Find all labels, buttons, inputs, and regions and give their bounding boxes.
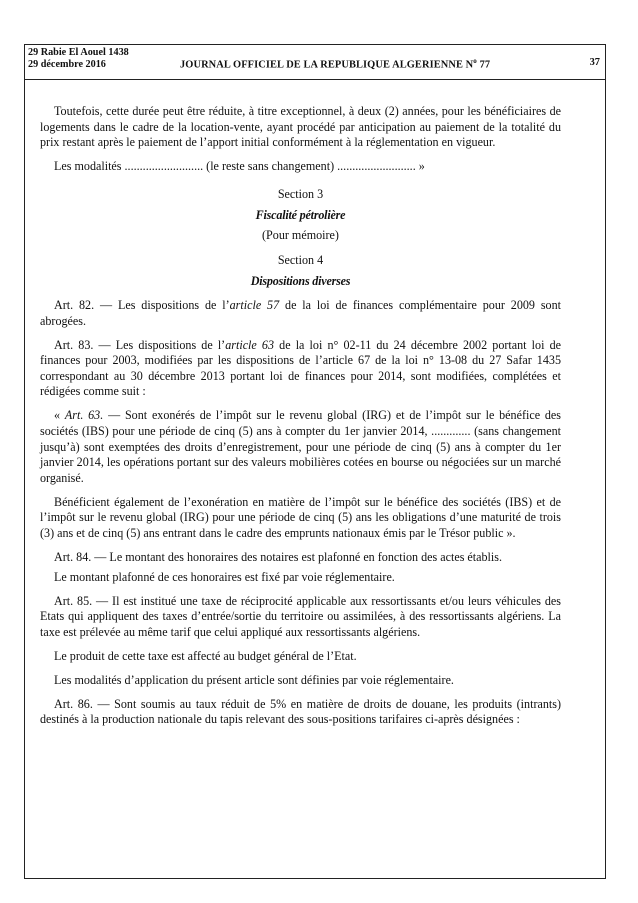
header-rule xyxy=(24,79,606,80)
article-82 xyxy=(40,298,561,329)
section-4-label: Section 4 xyxy=(277,252,324,267)
article-82-ref: article 57 xyxy=(229,298,280,313)
header-date xyxy=(28,47,129,71)
article-85: Art. 85. — Il est institué une taxe de réciprocité applicable aux ressortissants et/ou leurs véhicules des Etats qui appliquent des taxes d’entrée/sortie du territoire ou assimilées, à des ressortissants algériens. La taxe est prélevée au même tarif que celui appliqué aux ressortissants algériens. xyxy=(40,593,561,639)
paragraph-toutefois: Toutefois, cette durée peut être réduite, à titre exceptionnel, à deux (2) années, pour les bénéficiaires de logements dans le cadre de la location-vente, ayant procédé par anticipation au paiement de la totalité du prix restant après le paiement de l’apport initial conformément à la réglementation en vigueur. xyxy=(40,104,561,150)
section-3-label: Section 3 xyxy=(277,187,324,202)
article-84: Art. 84. — Le montant des honoraires des notaires est plafonné en fonction des actes établis. xyxy=(54,550,503,564)
article-86: Art. 86. — Sont soumis au taux réduit de 5% en matière de droits de douane, les produits (intrants) destinés à la production nationale du tapis relevant des sous-positions tarifaires ci-après désignées : xyxy=(40,696,561,727)
article-83-rest: de la loi n° 02-11 du 24 décembre 2002 portant loi de finances pour 2003, modifiées par les dispositions de l’article 67 de la loi n° 13-08 du 27 Safar 1435 correspondant au 30 décembre 2013 portant loi de finances pour 2014, sont modifiées, complétées et rédigées comme suit : xyxy=(40,337,561,399)
quoted-article-63-part2: Bénéficient également de l’exonération en matière de l’impôt sur le bénéfice des sociétés (IBS) et de l’impôt sur le revenu global (IRG) pour une période de cinq (5) ans les obligations d’une maturité de trois (3) ans et de cinq (5) ans entrant dans le cadre des emprunts nationaux émis par le Trésor public ». xyxy=(40,494,561,541)
journal-title xyxy=(180,57,490,70)
article-83-lead: Art. 83. — Les dispositions de l’ xyxy=(54,337,226,352)
page-header xyxy=(24,46,606,76)
article-85-part3: Les modalités d’application du présent article sont définies par voie réglementaire. xyxy=(54,672,454,687)
page-number: 37 xyxy=(589,57,600,68)
article-84-part2: Le montant plafonné de ces honoraires est fixé par voie réglementaire. xyxy=(54,569,395,584)
header-date-hijri: 29 Rabie El Aouel 1438 xyxy=(28,47,129,58)
article-82-rest: de la loi de finances complémentaire pour 2009 sont abrogées. xyxy=(40,298,561,328)
page-body xyxy=(40,104,561,736)
section-4-title: Dispositions diverses xyxy=(250,273,351,288)
journal-number: 77 xyxy=(476,59,491,71)
header-date-gregorian: 29 décembre 2016 xyxy=(28,59,106,70)
journal-title-text: JOURNAL OFFICIEL DE LA REPUBLIQUE ALGERIENNE N xyxy=(180,59,474,71)
section-3-note: (Pour mémoire) xyxy=(262,228,339,243)
section-3-title: Fiscalité pétrolière xyxy=(255,207,346,222)
journal-title-sup: o xyxy=(473,57,477,65)
article-83 xyxy=(40,338,561,400)
article-83-ref: article 63 xyxy=(225,337,275,352)
article-82-lead: Art. 82. — Les dispositions de l’ xyxy=(54,298,230,313)
quote-open: « xyxy=(54,408,65,423)
quoted-article-63-text: — Sont exonérés de l’impôt sur le revenu global (IRG) et de l’impôt sur le bénéfice des sociétés (IBS) pour une période de cinq (5) ans à compter du 1er janvier 2014, ............. (sans changement jusqu’à) sont exemptées des droits d’enregistrement, pour une période de cinq (5) ans à compter du 1er janvier 2014, les opérations portant sur des valeurs mobilières cotées en bourse ou négociées sur un marché organisé. xyxy=(40,408,562,485)
article-85-part2: Le produit de cette taxe est affecté au budget général de l’Etat. xyxy=(54,648,357,663)
paragraph-modalites: Les modalités .......................... (le reste sans changement) .......................... » xyxy=(54,159,425,174)
quoted-article-63-ref: Art. 63. xyxy=(64,408,104,423)
quoted-article-63 xyxy=(40,408,561,486)
